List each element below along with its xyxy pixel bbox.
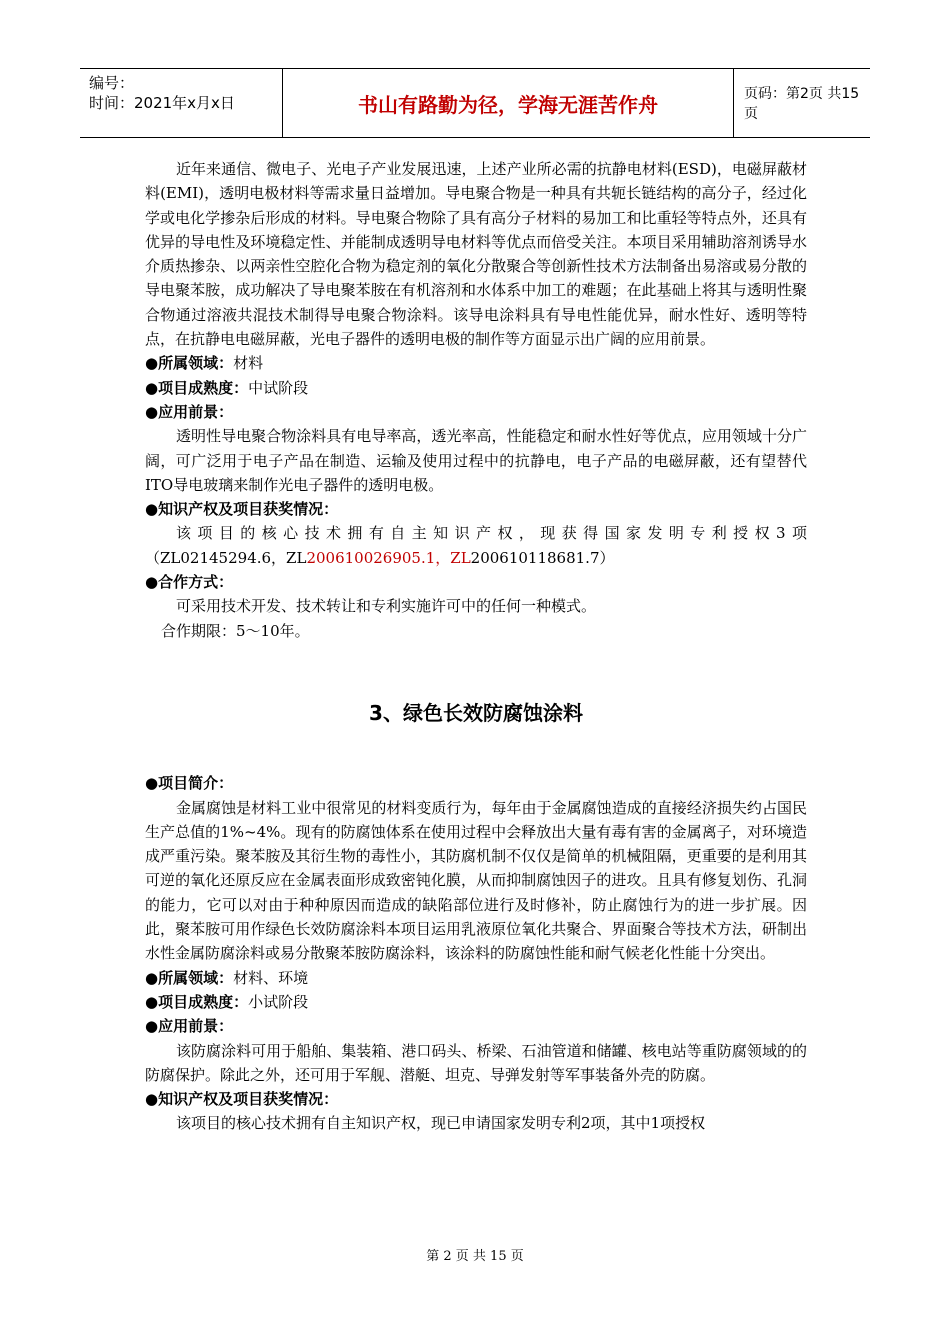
bullet-icon: ●: [145, 402, 159, 421]
section3-ip-text: 该项目的核心技术拥有自主知识产权，现已申请国家发明专利2项，其中1项授权: [176, 1114, 706, 1133]
header-motto: 书山有路勤为径，学海无涯苦作舟: [282, 69, 734, 137]
summary-label: 项目简介：: [158, 774, 234, 793]
section2-prospect-text: 透明性导电聚合物涂料具有电导率高，透光率高，性能稳定和耐水性好等优点，应用领域十分广阔，可广泛用于电子产品在制造、运输及使用过程中的抗静电，电子产品的电磁屏蔽，还有望替代ITO导电玻璃来制作光电子器件的透明电极。: [145, 427, 807, 494]
patent-a: （ZL02145294.6，ZL: [145, 548, 307, 567]
maturity-value: 中试阶段: [248, 378, 309, 397]
section2-ip-text: 该项目的核心技术拥有自主知识产权，现获得国家发明专利授权3项: [176, 524, 807, 543]
bullet-icon: ●: [145, 354, 159, 373]
section3-prospect-text: 该防腐涂料可用于船舶、集装箱、港口码头、桥梁、石油管道和储罐、核电站等重防腐领域的的防腐保护。除此之外，还可用于军舰、潜艇、坦克、导弹发射等军事装备外壳的防腐。: [145, 1041, 807, 1084]
maturity-value: 小试阶段: [248, 992, 309, 1011]
bullet-icon: ●: [145, 500, 159, 519]
section2-patents: [145, 546, 807, 570]
field-label: 所属领域：: [158, 968, 234, 987]
field-value: 材料: [233, 354, 264, 373]
bullet-icon: ●: [145, 774, 159, 793]
section2-maturity: [145, 376, 807, 400]
patent-b: 200610026905.1，ZL: [306, 548, 471, 567]
section3-ip: [145, 1087, 807, 1111]
section3-heading: 3、绿色长效防腐蚀涂料: [369, 700, 583, 725]
header-meta: [80, 69, 282, 137]
bullet-icon: ●: [145, 992, 159, 1011]
section2-coop-text: 可采用技术开发、技术转让和专利实施许可中的任何一种模式。: [176, 597, 597, 616]
prospect-label: 应用前景：: [158, 402, 234, 421]
maturity-label: 项目成熟度：: [158, 992, 249, 1011]
section2-coop: [145, 570, 807, 594]
coop-label: 合作方式：: [158, 573, 234, 592]
section2-coop-period: 合作期限：5～10年。: [161, 621, 310, 640]
ip-label: 知识产权及项目获奖情况：: [158, 500, 339, 519]
section3-prospect: [145, 1014, 807, 1038]
document-body: [145, 157, 807, 1136]
header-time: 时间：2021年x月x日: [89, 94, 235, 112]
bullet-icon: ●: [145, 968, 159, 987]
section3-intro: 金属腐蚀是材料工业中很常见的材料变质行为，每年由于金属腐蚀造成的直接经济损失约占国民生产总值的1%~4%。现有的防腐蚀体系在使用过程中会释放出大量有毒有害的金属离子，对环境造成严重污染。聚苯胺及其衍生物的毒性小，其防腐机制不仅仅是简单的机械阻隔，更重要的是利用其可逆的氧化还原反应在金属表面形成致密钝化膜，从而抑制腐蚀因子的进攻。且具有修复划伤、孔洞的能力，它可以对由于种种原因而造成的缺陷部位进行及时修补，防止腐蚀行为的进一步扩展。因此，聚苯胺可用作绿色长效防腐涂料本项目运用乳液原位氧化共聚合、界面聚合等技术方法，研制出水性金属防腐涂料或易分散聚苯胺防腐涂料，该涂料的防腐蚀性能和耐气候老化性能十分突出。: [145, 798, 807, 963]
section3-field: [145, 966, 807, 990]
field-label: 所属领域：: [158, 354, 234, 373]
section3-maturity: [145, 990, 807, 1014]
page-footer: 第 2 页 共 15 页: [426, 1249, 524, 1264]
bullet-icon: ●: [145, 1017, 159, 1036]
bullet-icon: ●: [145, 573, 159, 592]
maturity-label: 项目成熟度：: [158, 378, 249, 397]
section2-ip: [145, 497, 807, 521]
page-header: [80, 68, 870, 138]
section2-prospect: [145, 400, 807, 424]
section3-summary: [145, 771, 807, 795]
patent-c: 200610118681.7）: [470, 548, 615, 567]
header-code: 编号：: [89, 74, 135, 92]
prospect-label: 应用前景：: [158, 1017, 234, 1036]
section2-field: [145, 351, 807, 375]
bullet-icon: ●: [145, 1090, 159, 1109]
ip-label: 知识产权及项目获奖情况：: [158, 1090, 339, 1109]
bullet-icon: ●: [145, 378, 159, 397]
section2-intro: 近年来通信、微电子、光电子产业发展迅速，上述产业所必需的抗静电材料(ESD)，电磁屏蔽材料(EMI)，透明电极材料等需求量日益增加。导电聚合物是一种具有共轭长链结构的高分子，经过化学或电化学掺杂后形成的材料。导电聚合物除了具有高分子材料的易加工和比重轻等特点外，还具有优异的导电性及环境稳定性、并能制成透明导电材料等优点而倍受关注。本项目采用辅助溶剂诱导水介质热掺杂、以两亲性空腔化合物为稳定剂的氧化分散聚合等创新性技术方法制备出易溶或易分散的导电聚苯胺，成功解决了导电聚苯胺在有机溶剂和水体系中加工的难题；在此基础上将其与透明性聚合物通过溶液共混技术制得导电聚合物涂料。该导电涂料具有导电性能优异，耐水性好、透明等特点，在抗静电电磁屏蔽，光电子器件的透明电极的制作等方面显示出广阔的应用前景。: [145, 160, 807, 349]
header-page-info: 页码：第2页 共15页: [744, 86, 860, 122]
field-value: 材料、环境: [233, 968, 309, 987]
